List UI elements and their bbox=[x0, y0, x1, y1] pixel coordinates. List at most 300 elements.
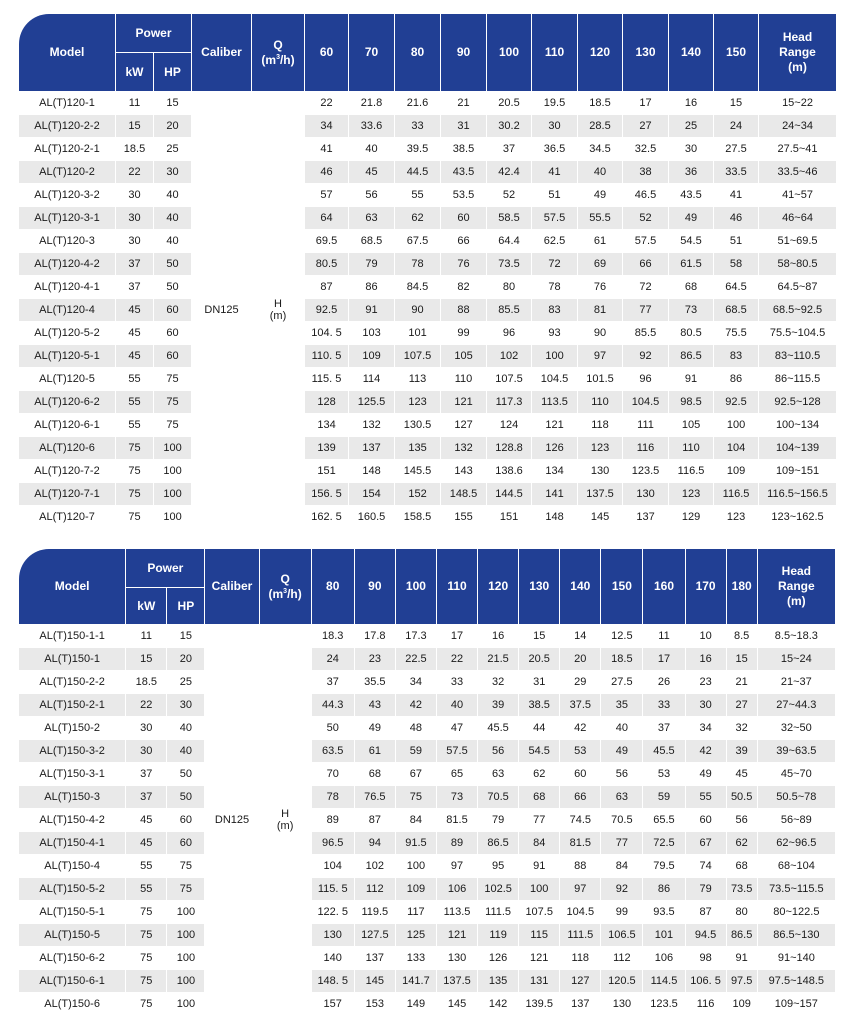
head-value-cell: 49 bbox=[355, 717, 396, 740]
head-value-cell: 22 bbox=[437, 648, 478, 671]
head-value-cell: 93.5 bbox=[643, 901, 685, 924]
head-value-cell: 87 bbox=[686, 901, 727, 924]
table-row bbox=[19, 161, 836, 184]
head-value-cell: 115. 5 bbox=[305, 368, 349, 391]
head-value-cell: 97 bbox=[578, 345, 623, 368]
hp-cell: 20 bbox=[167, 648, 205, 671]
head-value-cell: 92.5 bbox=[714, 391, 759, 414]
head-value-cell: 104. 5 bbox=[305, 322, 349, 345]
head-value-cell: 145.5 bbox=[395, 460, 441, 483]
head-value-cell: 61 bbox=[578, 230, 623, 253]
head-value-cell: 17 bbox=[643, 648, 685, 671]
model-cell: AL(T)120-5 bbox=[19, 368, 116, 391]
head-value-cell: 151 bbox=[487, 506, 532, 529]
head-value-cell: 27.5 bbox=[601, 671, 643, 694]
head-value-cell: 29 bbox=[560, 671, 601, 694]
hp-header: HP bbox=[154, 53, 192, 92]
head-value-cell: 126 bbox=[478, 947, 519, 970]
head-value-cell: 27.5 bbox=[714, 138, 759, 161]
kw-cell: 22 bbox=[126, 694, 167, 717]
flow-header: 160 bbox=[643, 549, 685, 625]
head-value-cell: 97 bbox=[437, 855, 478, 878]
head-value-cell: 40 bbox=[601, 717, 643, 740]
head-value-cell: 118 bbox=[560, 947, 601, 970]
caliber-cell: DN125 bbox=[205, 625, 259, 1016]
table-row bbox=[19, 345, 836, 368]
head-value-cell: 66 bbox=[623, 253, 669, 276]
head-value-cell: 18.5 bbox=[601, 648, 643, 671]
head-value-cell: 81.5 bbox=[560, 832, 601, 855]
head-value-cell: 100 bbox=[519, 878, 560, 901]
model-cell: AL(T)150-6-2 bbox=[19, 947, 126, 970]
model-cell: AL(T)120-5-2 bbox=[19, 322, 116, 345]
head-value-cell: 127 bbox=[441, 414, 487, 437]
head-range-cell: 27~44.3 bbox=[758, 694, 835, 717]
head-value-cell: 87 bbox=[305, 276, 349, 299]
head-value-cell: 110 bbox=[578, 391, 623, 414]
head-value-cell: 130.5 bbox=[395, 414, 441, 437]
head-value-cell: 152 bbox=[395, 483, 441, 506]
head-range-cell: 62~96.5 bbox=[758, 832, 835, 855]
head-value-cell: 81.5 bbox=[437, 809, 478, 832]
head-value-cell: 67 bbox=[686, 832, 727, 855]
head-value-cell: 68.5 bbox=[349, 230, 395, 253]
head-range-cell: 45~70 bbox=[758, 763, 835, 786]
head-value-cell: 30 bbox=[669, 138, 714, 161]
head-value-cell: 42 bbox=[396, 694, 437, 717]
model-cell: AL(T)120-3 bbox=[19, 230, 116, 253]
head-value-cell: 104.5 bbox=[623, 391, 669, 414]
head-value-cell: 148 bbox=[532, 506, 578, 529]
head-value-cell: 39 bbox=[478, 694, 519, 717]
kw-cell: 37 bbox=[116, 276, 154, 299]
head-value-cell: 128 bbox=[305, 391, 349, 414]
head-value-cell: 134 bbox=[532, 460, 578, 483]
hp-cell: 100 bbox=[167, 993, 205, 1016]
head-value-cell: 77 bbox=[601, 832, 643, 855]
head-value-cell: 82 bbox=[441, 276, 487, 299]
flow-q-header bbox=[260, 549, 312, 625]
head-value-cell: 72 bbox=[532, 253, 578, 276]
head-value-cell: 32 bbox=[478, 671, 519, 694]
power-header: Power bbox=[126, 549, 205, 588]
head-value-cell: 79.5 bbox=[643, 855, 685, 878]
head-value-cell: 59 bbox=[396, 740, 437, 763]
hp-cell: 60 bbox=[167, 832, 205, 855]
head-value-cell: 56 bbox=[601, 763, 643, 786]
hp-cell: 15 bbox=[154, 92, 192, 115]
head-value-cell: 60 bbox=[560, 763, 601, 786]
model-cell: AL(T)120-7-2 bbox=[19, 460, 116, 483]
head-value-cell: 121 bbox=[437, 924, 478, 947]
head-value-cell: 79 bbox=[686, 878, 727, 901]
head-value-cell: 49 bbox=[601, 740, 643, 763]
head-value-cell: 28.5 bbox=[578, 115, 623, 138]
flow-header: 140 bbox=[560, 549, 601, 625]
flow-header: 130 bbox=[519, 549, 560, 625]
head-value-cell: 141 bbox=[532, 483, 578, 506]
head-value-cell: 35 bbox=[601, 694, 643, 717]
head-label: Head bbox=[781, 564, 812, 578]
q-unit-post: /h) bbox=[287, 586, 302, 601]
head-value-cell: 103 bbox=[349, 322, 395, 345]
head-value-cell: 46.5 bbox=[623, 184, 669, 207]
head-value-cell: 73.5 bbox=[487, 253, 532, 276]
head-value-cell: 62 bbox=[519, 763, 560, 786]
head-value-cell: 31 bbox=[441, 115, 487, 138]
flow-header: 180 bbox=[727, 549, 758, 625]
head-value-cell: 127.5 bbox=[355, 924, 396, 947]
head-range-cell: 21~37 bbox=[758, 671, 835, 694]
table-row bbox=[19, 878, 835, 901]
kw-cell: 30 bbox=[116, 230, 154, 253]
hp-cell: 100 bbox=[154, 460, 192, 483]
head-value-cell: 68 bbox=[727, 855, 758, 878]
hp-cell: 60 bbox=[154, 322, 192, 345]
head-value-cell: 91 bbox=[727, 947, 758, 970]
kw-cell: 55 bbox=[116, 414, 154, 437]
head-value-cell: 101 bbox=[643, 924, 685, 947]
table-row bbox=[19, 368, 836, 391]
head-value-cell: 44.5 bbox=[395, 161, 441, 184]
kw-cell: 18.5 bbox=[116, 138, 154, 161]
head-value-cell: 119 bbox=[478, 924, 519, 947]
model-cell: AL(T)120-4 bbox=[19, 299, 116, 322]
head-value-cell: 24 bbox=[312, 648, 355, 671]
head-value-cell: 125 bbox=[396, 924, 437, 947]
head-value-cell: 75 bbox=[396, 786, 437, 809]
table-row bbox=[19, 786, 835, 809]
head-value-cell: 49 bbox=[669, 207, 714, 230]
head-value-cell: 86 bbox=[643, 878, 685, 901]
head-value-cell: 162. 5 bbox=[305, 506, 349, 529]
head-value-cell: 68 bbox=[519, 786, 560, 809]
model-cell: AL(T)150-5 bbox=[19, 924, 126, 947]
head-value-cell: 100 bbox=[714, 414, 759, 437]
head-value-cell: 78 bbox=[395, 253, 441, 276]
head-value-cell: 50 bbox=[312, 717, 355, 740]
head-value-cell: 91 bbox=[349, 299, 395, 322]
head-value-cell: 160.5 bbox=[349, 506, 395, 529]
flow-header: 100 bbox=[487, 14, 532, 92]
kw-cell: 75 bbox=[126, 947, 167, 970]
head-value-cell: 50.5 bbox=[727, 786, 758, 809]
head-h-cell bbox=[252, 92, 305, 529]
model-cell: AL(T)150-2-2 bbox=[19, 671, 126, 694]
head-range-cell: 8.5~18.3 bbox=[758, 625, 835, 648]
head-value-cell: 30 bbox=[532, 115, 578, 138]
head-value-cell: 94.5 bbox=[686, 924, 727, 947]
model-cell: AL(T)150-3-2 bbox=[19, 740, 126, 763]
table-row bbox=[19, 184, 836, 207]
head-value-cell: 81 bbox=[578, 299, 623, 322]
head-range-cell: 97.5~148.5 bbox=[758, 970, 835, 993]
model-cell: AL(T)150-3 bbox=[19, 786, 126, 809]
head-value-cell: 68 bbox=[669, 276, 714, 299]
head-value-cell: 61 bbox=[355, 740, 396, 763]
kw-cell: 15 bbox=[116, 115, 154, 138]
head-value-cell: 104.5 bbox=[560, 901, 601, 924]
head-value-cell: 90 bbox=[578, 322, 623, 345]
kw-cell: 55 bbox=[116, 391, 154, 414]
hp-cell: 25 bbox=[154, 138, 192, 161]
h-unit: (m) bbox=[276, 820, 294, 832]
head-value-cell: 96 bbox=[487, 322, 532, 345]
table-row bbox=[19, 993, 835, 1016]
head-value-cell: 40 bbox=[349, 138, 395, 161]
head-value-cell: 49 bbox=[686, 763, 727, 786]
head-value-cell: 11 bbox=[643, 625, 685, 648]
head-range-cell: 68~104 bbox=[758, 855, 835, 878]
head-value-cell: 53 bbox=[643, 763, 685, 786]
hp-cell: 20 bbox=[154, 115, 192, 138]
head-value-cell: 47 bbox=[437, 717, 478, 740]
head-value-cell: 34.5 bbox=[578, 138, 623, 161]
kw-cell: 75 bbox=[116, 460, 154, 483]
model-cell: AL(T)120-4-1 bbox=[19, 276, 116, 299]
head-value-cell: 36 bbox=[669, 161, 714, 184]
kw-cell: 18.5 bbox=[126, 671, 167, 694]
head-value-cell: 104.5 bbox=[532, 368, 578, 391]
head-value-cell: 114.5 bbox=[643, 970, 685, 993]
range-unit: (m) bbox=[788, 60, 807, 74]
kw-cell: 30 bbox=[116, 184, 154, 207]
head-value-cell: 102 bbox=[355, 855, 396, 878]
head-value-cell: 17.3 bbox=[396, 625, 437, 648]
head-value-cell: 112 bbox=[601, 947, 643, 970]
range-unit: (m) bbox=[787, 594, 806, 608]
head-value-cell: 58.5 bbox=[487, 207, 532, 230]
kw-cell: 45 bbox=[116, 345, 154, 368]
head-value-cell: 72.5 bbox=[643, 832, 685, 855]
head-value-cell: 21.6 bbox=[395, 92, 441, 115]
kw-cell: 37 bbox=[126, 763, 167, 786]
head-value-cell: 84.5 bbox=[395, 276, 441, 299]
flow-header: 170 bbox=[686, 549, 727, 625]
head-value-cell: 33 bbox=[643, 694, 685, 717]
head-value-cell: 53 bbox=[560, 740, 601, 763]
head-range-cell: 56~89 bbox=[758, 809, 835, 832]
head-range-cell: 51~69.5 bbox=[759, 230, 836, 253]
kw-cell: 75 bbox=[126, 901, 167, 924]
head-value-cell: 100 bbox=[532, 345, 578, 368]
head-value-cell: 56 bbox=[478, 740, 519, 763]
head-value-cell: 96 bbox=[623, 368, 669, 391]
head-value-cell: 21.8 bbox=[349, 92, 395, 115]
table-row bbox=[19, 460, 836, 483]
head-value-cell: 156. 5 bbox=[305, 483, 349, 506]
head-value-cell: 44.3 bbox=[312, 694, 355, 717]
head-value-cell: 86.5 bbox=[727, 924, 758, 947]
head-value-cell: 52 bbox=[487, 184, 532, 207]
table-row bbox=[19, 717, 835, 740]
head-value-cell: 111.5 bbox=[478, 901, 519, 924]
head-value-cell: 86.5 bbox=[478, 832, 519, 855]
kw-cell: 45 bbox=[126, 809, 167, 832]
model-cell: AL(T)150-5-1 bbox=[19, 901, 126, 924]
table-row bbox=[19, 901, 835, 924]
kw-cell: 55 bbox=[126, 855, 167, 878]
head-value-cell: 73 bbox=[669, 299, 714, 322]
head-value-cell: 40 bbox=[437, 694, 478, 717]
head-value-cell: 107.5 bbox=[519, 901, 560, 924]
table-row bbox=[19, 138, 836, 161]
kw-cell: 55 bbox=[126, 878, 167, 901]
model-cell: AL(T)120-6 bbox=[19, 437, 116, 460]
head-value-cell: 63 bbox=[349, 207, 395, 230]
head-value-cell: 143 bbox=[441, 460, 487, 483]
hp-cell: 30 bbox=[167, 694, 205, 717]
head-value-cell: 137 bbox=[349, 437, 395, 460]
hp-cell: 100 bbox=[167, 924, 205, 947]
head-value-cell: 91 bbox=[519, 855, 560, 878]
head-value-cell: 126 bbox=[532, 437, 578, 460]
head-value-cell: 142 bbox=[478, 993, 519, 1016]
kw-header: kW bbox=[126, 588, 167, 625]
hp-cell: 100 bbox=[154, 483, 192, 506]
head-value-cell: 104 bbox=[714, 437, 759, 460]
model-cell: AL(T)150-2-1 bbox=[19, 694, 126, 717]
flow-header: 70 bbox=[349, 14, 395, 92]
head-value-cell: 70.5 bbox=[478, 786, 519, 809]
head-value-cell: 86.5 bbox=[669, 345, 714, 368]
hp-cell: 40 bbox=[154, 207, 192, 230]
head-label: Head bbox=[782, 30, 813, 44]
head-value-cell: 128.8 bbox=[487, 437, 532, 460]
table-row bbox=[19, 832, 835, 855]
hp-cell: 75 bbox=[167, 878, 205, 901]
head-value-cell: 76.5 bbox=[355, 786, 396, 809]
hp-cell: 75 bbox=[154, 414, 192, 437]
model-cell: AL(T)150-4 bbox=[19, 855, 126, 878]
q-unit-post: /h) bbox=[279, 52, 295, 67]
head-value-cell: 37.5 bbox=[560, 694, 601, 717]
flow-header: 110 bbox=[437, 549, 478, 625]
q-label: Q bbox=[273, 37, 283, 52]
hp-cell: 50 bbox=[167, 786, 205, 809]
table-row bbox=[19, 924, 835, 947]
flow-header: 100 bbox=[396, 549, 437, 625]
head-value-cell: 55 bbox=[686, 786, 727, 809]
pump-table-al120 bbox=[19, 14, 836, 529]
hp-cell: 75 bbox=[154, 391, 192, 414]
head-value-cell: 69.5 bbox=[305, 230, 349, 253]
head-value-cell: 8.5 bbox=[727, 625, 758, 648]
kw-cell: 15 bbox=[126, 648, 167, 671]
head-value-cell: 115 bbox=[519, 924, 560, 947]
head-value-cell: 24 bbox=[714, 115, 759, 138]
head-value-cell: 88 bbox=[560, 855, 601, 878]
h-label: H bbox=[281, 808, 290, 820]
head-value-cell: 132 bbox=[441, 437, 487, 460]
caliber-header: Caliber bbox=[192, 14, 252, 92]
head-value-cell: 45.5 bbox=[643, 740, 685, 763]
head-value-cell: 85.5 bbox=[623, 322, 669, 345]
head-value-cell: 155 bbox=[441, 506, 487, 529]
head-value-cell: 109 bbox=[396, 878, 437, 901]
kw-cell: 30 bbox=[126, 740, 167, 763]
kw-cell: 30 bbox=[116, 207, 154, 230]
head-value-cell: 61.5 bbox=[669, 253, 714, 276]
hp-cell: 100 bbox=[167, 970, 205, 993]
head-value-cell: 69 bbox=[578, 253, 623, 276]
head-value-cell: 66 bbox=[560, 786, 601, 809]
head-range-cell: 15~22 bbox=[759, 92, 836, 115]
head-value-cell: 32 bbox=[727, 717, 758, 740]
head-value-cell: 109 bbox=[727, 993, 758, 1016]
head-value-cell: 123 bbox=[714, 506, 759, 529]
head-value-cell: 105 bbox=[669, 414, 714, 437]
head-value-cell: 66 bbox=[441, 230, 487, 253]
head-range-cell: 27.5~41 bbox=[759, 138, 836, 161]
model-cell: AL(T)120-6-1 bbox=[19, 414, 116, 437]
head-value-cell: 97.5 bbox=[727, 970, 758, 993]
head-value-cell: 25 bbox=[669, 115, 714, 138]
head-value-cell: 135 bbox=[478, 970, 519, 993]
head-value-cell: 79 bbox=[349, 253, 395, 276]
head-value-cell: 123 bbox=[669, 483, 714, 506]
head-value-cell: 63.5 bbox=[312, 740, 355, 763]
model-cell: AL(T)120-2-1 bbox=[19, 138, 116, 161]
head-value-cell: 30.2 bbox=[487, 115, 532, 138]
head-value-cell: 34 bbox=[305, 115, 349, 138]
hp-cell: 40 bbox=[154, 230, 192, 253]
head-value-cell: 123.5 bbox=[643, 993, 685, 1016]
head-value-cell: 67 bbox=[396, 763, 437, 786]
head-value-cell: 124 bbox=[487, 414, 532, 437]
head-value-cell: 107.5 bbox=[487, 368, 532, 391]
head-value-cell: 80.5 bbox=[305, 253, 349, 276]
head-range-cell: 123~162.5 bbox=[759, 506, 836, 529]
kw-cell: 45 bbox=[126, 832, 167, 855]
hp-cell: 60 bbox=[154, 299, 192, 322]
flow-header: 130 bbox=[623, 14, 669, 92]
head-range-cell: 24~34 bbox=[759, 115, 836, 138]
hp-header: HP bbox=[167, 588, 205, 625]
head-value-cell: 137.5 bbox=[578, 483, 623, 506]
model-cell: AL(T)120-1 bbox=[19, 92, 116, 115]
head-range-cell: 109~157 bbox=[758, 993, 835, 1016]
head-value-cell: 27 bbox=[727, 694, 758, 717]
head-value-cell: 53.5 bbox=[441, 184, 487, 207]
model-cell: AL(T)150-3-1 bbox=[19, 763, 126, 786]
flow-header: 120 bbox=[478, 549, 519, 625]
head-value-cell: 41 bbox=[305, 138, 349, 161]
head-value-cell: 79 bbox=[478, 809, 519, 832]
head-value-cell: 27 bbox=[623, 115, 669, 138]
head-value-cell: 98.5 bbox=[669, 391, 714, 414]
head-value-cell: 74 bbox=[686, 855, 727, 878]
q-unit-sup: 3 bbox=[276, 53, 280, 61]
flow-header: 90 bbox=[441, 14, 487, 92]
head-value-cell: 127 bbox=[560, 970, 601, 993]
table-row bbox=[19, 740, 835, 763]
head-value-cell: 83 bbox=[714, 345, 759, 368]
head-value-cell: 23 bbox=[355, 648, 396, 671]
range-label: Range bbox=[778, 579, 815, 593]
head-value-cell: 70 bbox=[312, 763, 355, 786]
head-value-cell: 134 bbox=[305, 414, 349, 437]
head-value-cell: 37 bbox=[643, 717, 685, 740]
head-value-cell: 148 bbox=[349, 460, 395, 483]
table-row bbox=[19, 763, 835, 786]
hp-cell: 75 bbox=[167, 855, 205, 878]
head-value-cell: 141.7 bbox=[396, 970, 437, 993]
head-range-cell: 91~140 bbox=[758, 947, 835, 970]
head-value-cell: 67.5 bbox=[395, 230, 441, 253]
head-value-cell: 99 bbox=[601, 901, 643, 924]
head-value-cell: 56 bbox=[349, 184, 395, 207]
